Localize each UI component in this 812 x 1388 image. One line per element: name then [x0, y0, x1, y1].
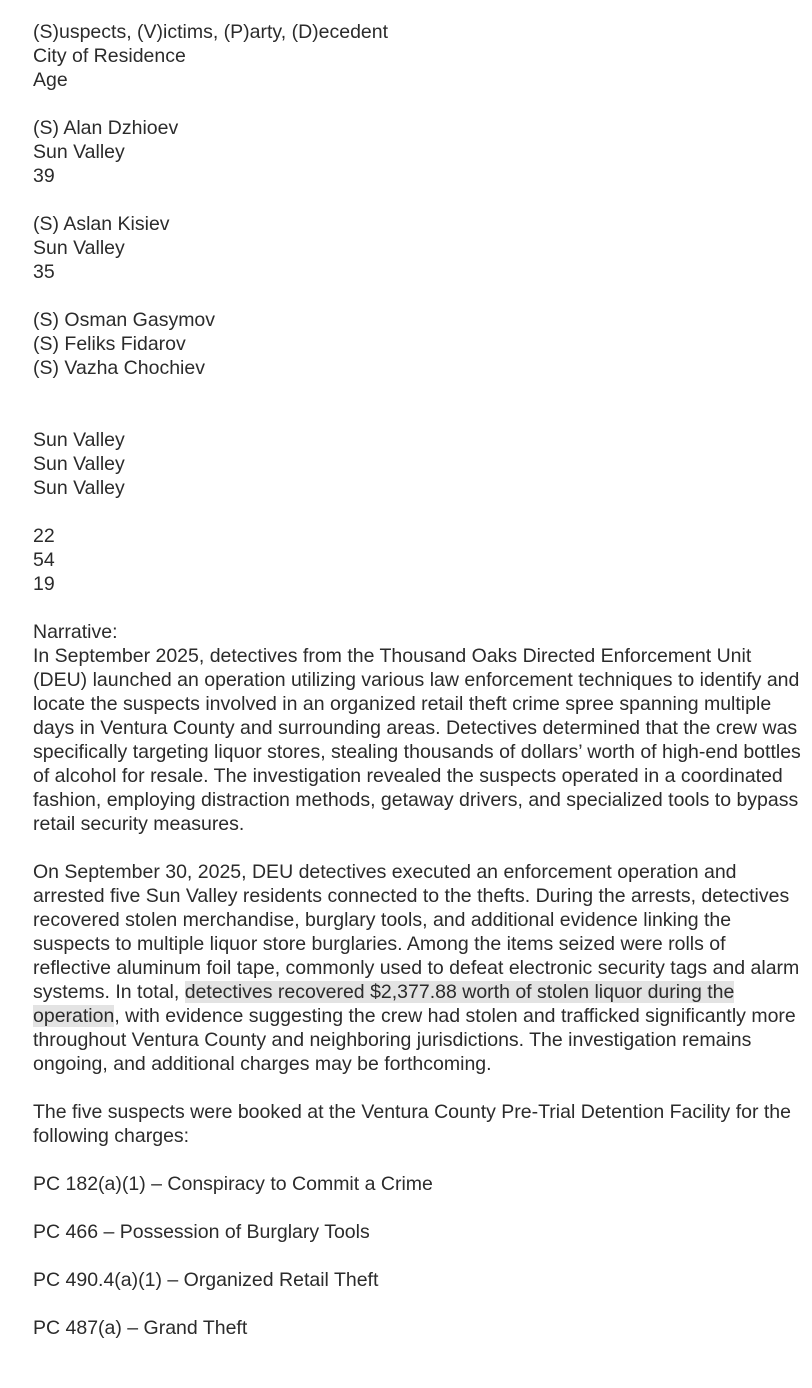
suspect-age: 35 [33, 261, 55, 283]
charge-item: PC 182(a)(1) – Conspiracy to Commit a Crime [33, 1173, 433, 1195]
narrative-text: On September 30, 2025, DEU detectives executed an enforcement operation and arrested five Sun Valley residents connected to the thefts. During the arrests, detectives recovered stolen merchandise, burglary tools, and additional evidence linking the suspects to multiple liquor store burglaries. Among the items seized were rolls of reflective aluminum foil tape, commonly used to defeat electronic security tags and alarm systems. In total, [33, 861, 800, 1003]
charge-item: PC 466 – Possession of Burglary Tools [33, 1221, 370, 1243]
legend-text: (S)uspects, (V)ictims, (P)arty, (D)ecedent [33, 21, 389, 43]
suspect-name: (S) Alan Dzhioev [33, 117, 179, 139]
narrative-text: , with evidence suggesting the crew had stolen and trafficked significantly more throughout Ventura County and neighboring jurisdictions. The investigation remains ongoing, and additional charges may be forthcoming. [33, 1005, 796, 1075]
narrative-paragraph: In September 2025, detectives from the Thousand Oaks Directed Enforcement Unit (DEU) launched an operation utilizing various law enforcement techniques to identify and locate the suspects involved in an organized retail theft crime spree spanning multiple days in Ventura County and surrounding areas. Detectives determined that the crew was specifically targeting liquor stores, stealing thousands of dollars’ worth of high-end bottles of alcohol for resale. The investigation revealed the suspects operated in a coordinated fashion, employing distraction methods, getaway drivers, and specialized tools to bypass retail security measures. [33, 645, 801, 835]
narrative-label: Narrative: [33, 621, 118, 643]
suspect-age: 19 [33, 573, 55, 595]
suspect-name: (S) Feliks Fidarov [33, 333, 186, 355]
charge-item: PC 487(a) – Grand Theft [33, 1317, 248, 1339]
highlighted-text: detectives recovered $2,377.88 worth of stolen liquor during the operation [33, 981, 735, 1027]
charge-item: PC 490.4(a)(1) – Organized Retail Theft [33, 1269, 379, 1291]
suspect-city: Sun Valley [33, 453, 125, 475]
city-label: City of Residence [33, 45, 186, 67]
narrative-paragraph: The five suspects were booked at the Ventura County Pre-Trial Detention Facility for the following charges: [33, 1101, 791, 1147]
suspect-city: Sun Valley [33, 477, 125, 499]
age-label: Age [33, 69, 68, 91]
suspect-city: Sun Valley [33, 141, 125, 163]
suspect-age: 22 [33, 525, 55, 547]
suspect-city: Sun Valley [33, 237, 125, 259]
suspect-name: (S) Aslan Kisiev [33, 213, 170, 235]
narrative-paragraph [33, 860, 803, 1076]
document-body [33, 20, 803, 1340]
suspect-name: (S) Vazha Chochiev [33, 357, 205, 379]
suspect-age: 39 [33, 165, 55, 187]
suspect-city: Sun Valley [33, 429, 125, 451]
suspect-name: (S) Osman Gasymov [33, 309, 216, 331]
suspect-age: 54 [33, 549, 55, 571]
